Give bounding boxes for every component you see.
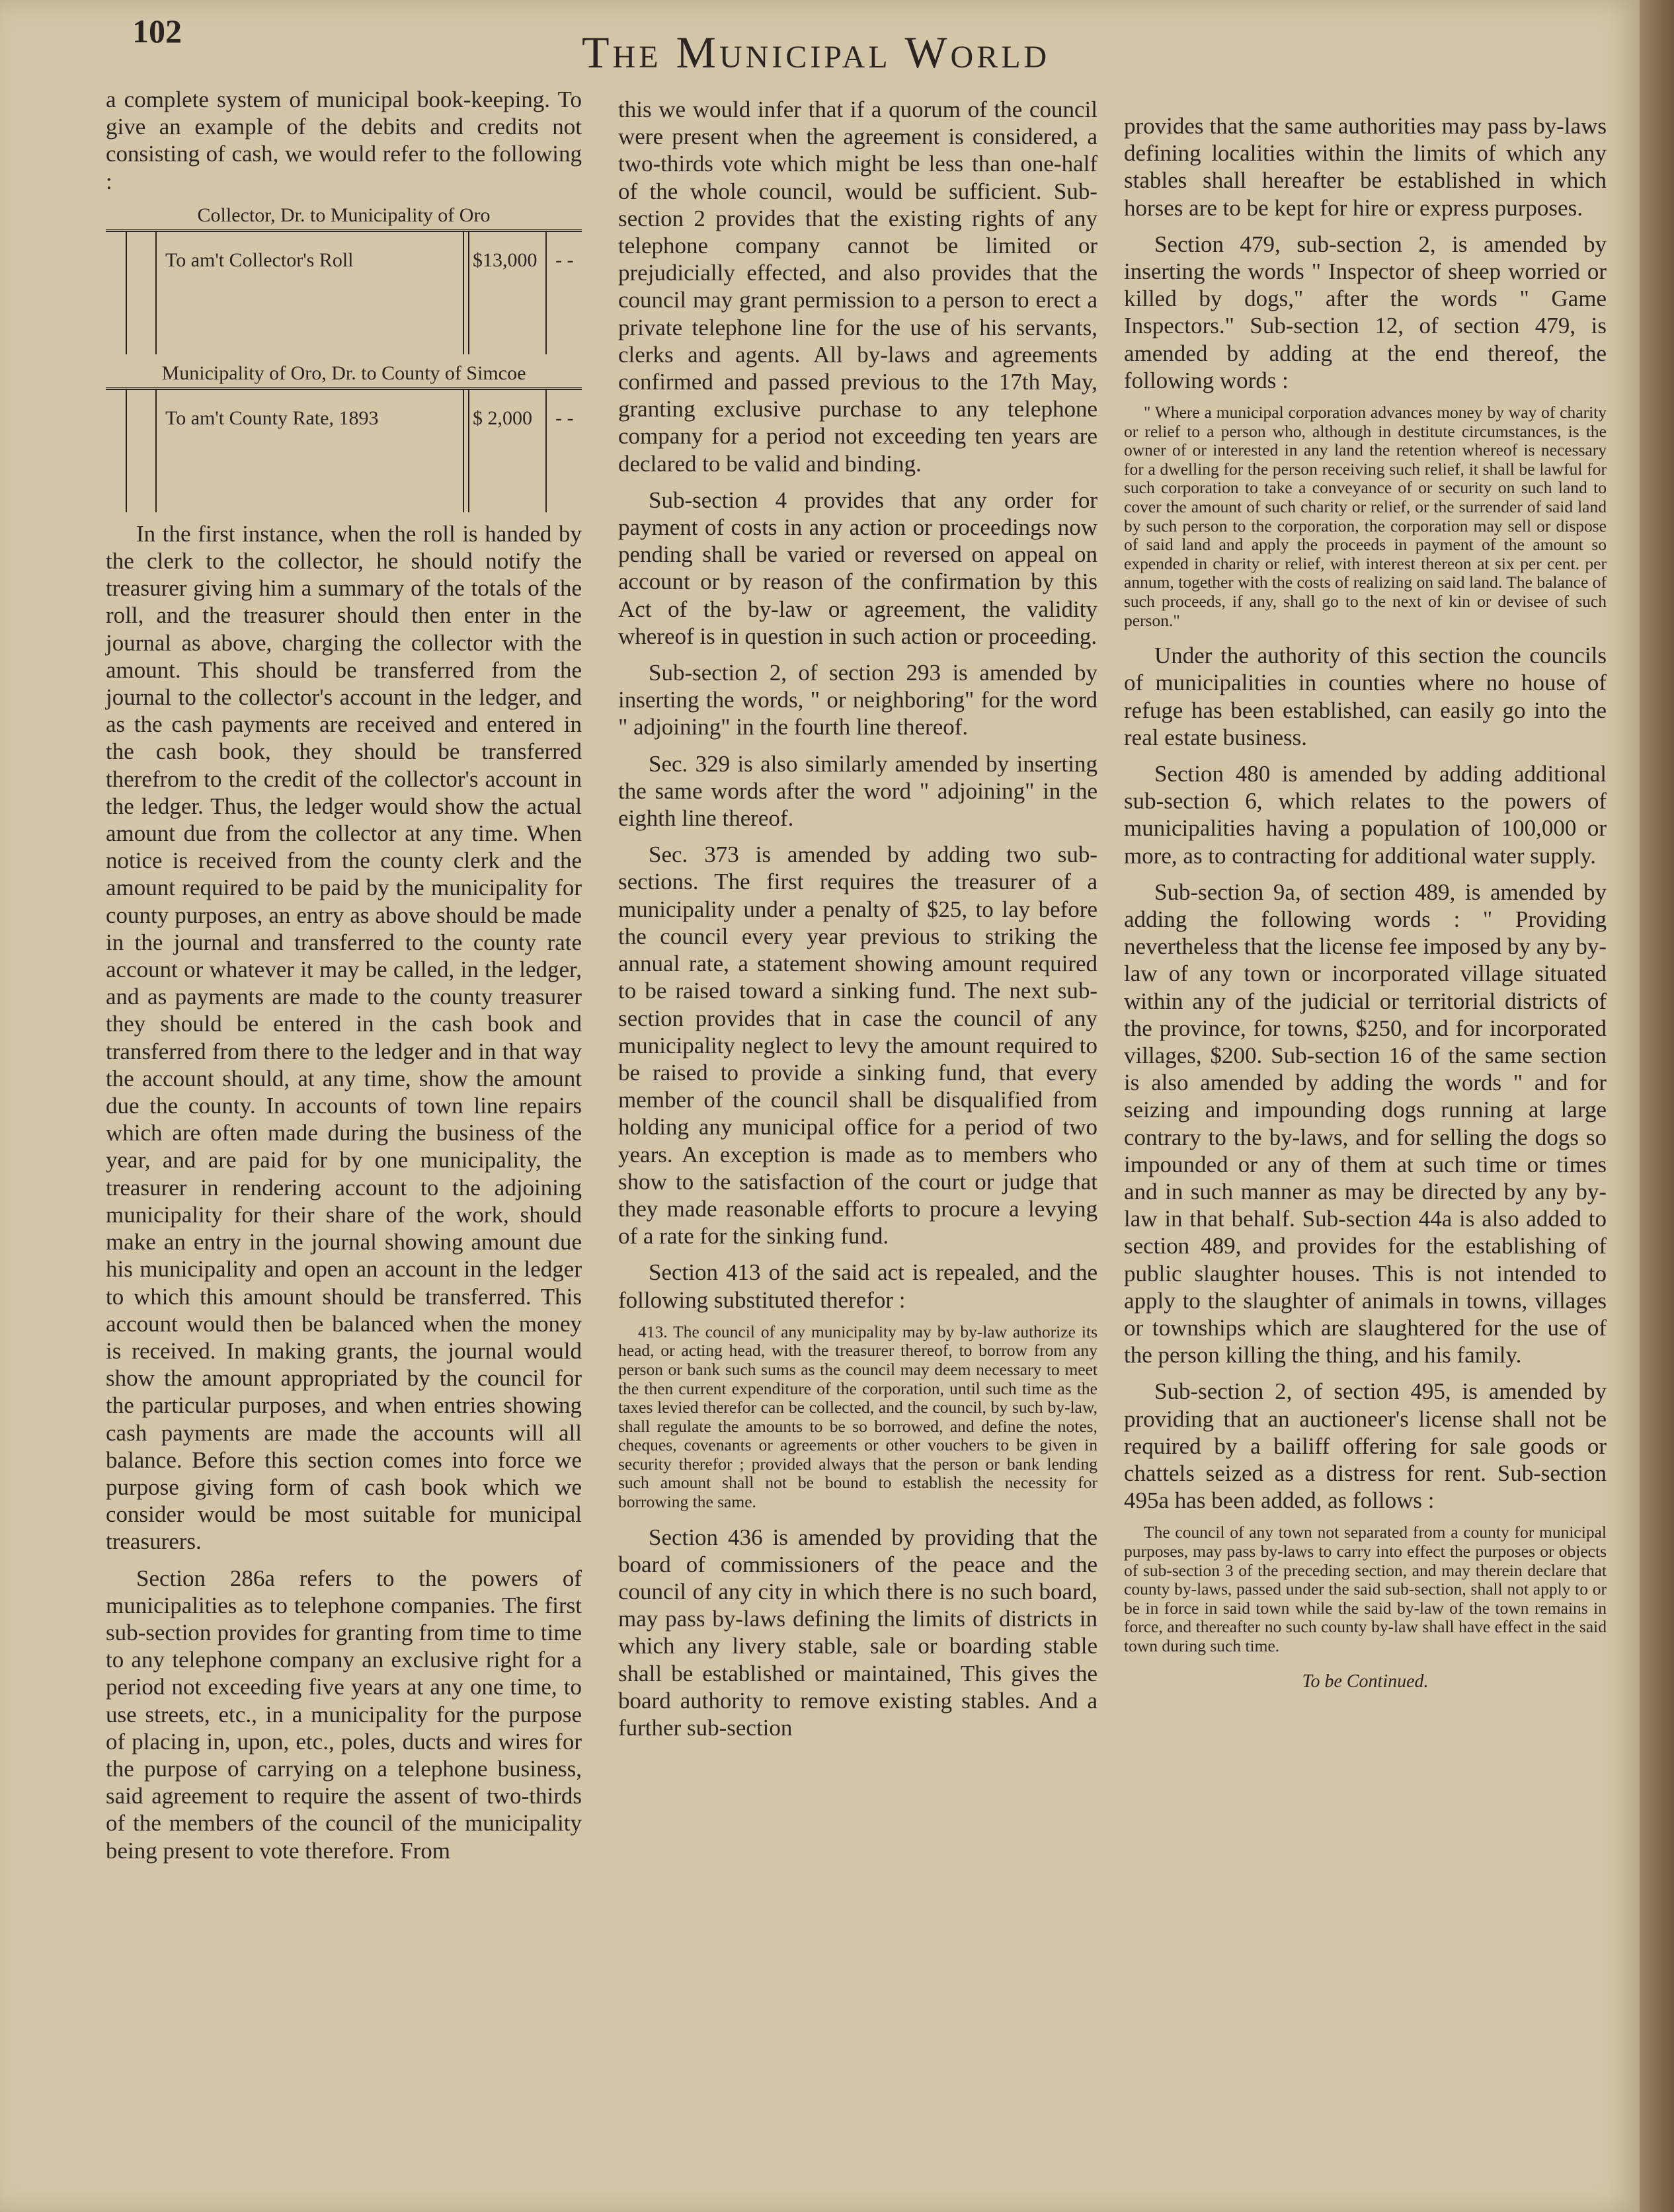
page-edge bbox=[1640, 0, 1674, 2212]
ledger-rule bbox=[155, 390, 157, 512]
ledger-rule bbox=[126, 232, 127, 354]
column-2 bbox=[618, 96, 1097, 1751]
ledger-rule bbox=[126, 390, 127, 512]
ledger-rule bbox=[545, 390, 547, 512]
ledger-amount: $ 2,000 bbox=[473, 407, 532, 429]
column-1 bbox=[106, 86, 582, 1874]
paragraph: Section 479, sub-section 2, is amended by inserting the words " Inspector of sheep worried or killed by dogs," after the words " Game Inspectors." Sub-section 12, of section 479, is amended by adding at the end thereof, the following words : bbox=[1124, 231, 1607, 393]
quoted-statute: " Where a municipal corporation advances money by way of charity or relief to a person who, although in destitute circumstances, is the owner of or interested in any land the retention whereof is necessary for a dwelling for the person receiving such relief, it shall be lawful for such corporation to take a conveyance of or security on such land to cover the amount of such charity or relief, or the surrender of said land by such person to the corporation, the corporation may sell or dispose of said land and apply the proceeds in payment of the amount so expended in charity or relief, with interest thereon at six per cent. per annum, together with the costs of realizing on said land. The balance of such proceeds, if any, shall go to the next of kin or devisee of such person." bbox=[1124, 403, 1607, 630]
paragraph: Section 413 of the said act is repealed, and the following substituted therefor : bbox=[618, 1259, 1097, 1313]
ledger-entry-table bbox=[106, 389, 582, 512]
paragraph: a complete system of municipal book-keeping. To give an example of the debits and credits not consisting of cash, we would refer to the following : bbox=[106, 87, 582, 194]
ledger-amount: $13,000 bbox=[473, 249, 538, 271]
paragraph: Sub-section 4 provides that any order for payment of costs in any action or proceedings now pending shall be varied or reversed on appeal on account or by reason of the confirmation by this Act of the by-law or agreement, the validity whereof is in question in such action or proceeding. bbox=[618, 487, 1097, 649]
paragraph: In the first instance, when the roll is handed by the clerk to the collector, he should notify the treasurer giving him a summary of the totals of the roll, and the treasurer should then enter in the journal as above, charging the collector with the amount. This should be transferred from the journal to the collector's account in the ledger, and as the cash payments are received and entered in the cash book, they should be transferred therefrom to the credit of the collector's account in the ledger. Thus, the ledger would show the actual amount due from the collector at any time. When notice is received from the county clerk and the amount required to be paid by the municipality for county purposes, an entry as above should be made in the journal and transferred to the county rate account or whatever it may be called, in the ledger, and as payments are made to the county treasurer they should be entered in the cash book and transferred from there to the ledger and in that way the account should, at any time, show the amount due the county. In accounts of town line repairs which are often made during the business of the year, and are paid for by one municipality, the treasurer in rendering account to the adjoining municipality for their share of the work, should make an entry in the journal showing amount due his municipality and open an account in the ledger to which this amount should be transferred. This account would then be balanced when the money is received. In making grants, the journal would show the amount appropriated by the council for the particular purposes, and when entries showing cash payments are made the accounts will all balance. Before this section comes into force we purpose giving form of cash book which we consider would be most suitable for municipal treasurers. bbox=[106, 520, 582, 1555]
ledger-rule bbox=[545, 232, 547, 354]
paragraph: this we would infer that if a quorum of the council were present when the agreement is considered, a two-thirds vote which might be less than one-half of the whole council, would be sufficient. Sub-section 2 provides that the existing rights of any telephone company cannot be limited or prejudicially effected, and also provides that the council may grant permission to a person to erect a private telephone line for the use of his servants, clerks and agents. All by-laws and agreements confirmed and passed previous to the 17th May, granting exclusive purchase to any telephone company for a period not exceeding ten years are declared to be valid and binding. bbox=[618, 97, 1097, 477]
ledger-entry-table bbox=[106, 231, 582, 354]
ledger-cents: - - bbox=[555, 249, 574, 271]
paragraph: provides that the same authorities may pass by-laws defining localities within the limits of which any stables shall hereafter be established in which horses are to be kept for hire or express purposes. bbox=[1124, 113, 1607, 221]
paragraph: Sec. 373 is amended by adding two sub-sections. The first requires the treasurer of a municipality under a penalty of $25, to lay before the council every year previous to striking the annual rate, a statement showing amount required to be raised toward a sinking fund. The next sub-section provides that in case the council of any municipality neglect to levy the amount required to be raised to provide a sinking fund, that every member of the council shall be disqualified from holding any municipal office for a period of two years. An exception is made as to members who show to the satisfaction of the court or judge that they made reasonable efforts to procure a levying of a rate for the sinking fund. bbox=[618, 842, 1097, 1249]
paragraph: Under the authority of this section the councils of municipalities in counties where no house of refuge has been established, can easily go into the real estate business. bbox=[1124, 643, 1607, 750]
paragraph: Section 480 is amended by adding additional sub-section 6, which relates to the powers of municipalities having a population of 100,000 or more, as to contracting for additional water supply. bbox=[1124, 760, 1607, 869]
ledger-rule bbox=[155, 232, 157, 354]
paragraph: Sub-section 2, of section 495, is amended by providing that an auctioneer's license shall not be required by a bailiff offering for sale goods or chattels seized as a distress for rent. Sub-section 495a has been added, as follows : bbox=[1124, 1378, 1607, 1514]
quoted-statute: 413. The council of any municipality may by by-law authorize its head, or acting head, with the treasurer thereof, to borrow from any person or bank such sums as the council may deem necessary to meet the then current expenditure of the corporation, until such time as the taxes levied therefor can be collected, and the council, by such by-law, shall regulate the amounts to be so borrowed, and define the notes, cheques, covenants or agreements or other vouchers to be given in security therefor ; provided always that the person or bank lending such amount shall not be bound to establish the necessity for borrowing the same. bbox=[618, 1322, 1097, 1512]
ledger-caption: Collector, Dr. to Municipality of Oro bbox=[106, 204, 582, 231]
paragraph: Sec. 329 is also similarly amended by inserting the same words after the word " adjoining" in the eighth line thereof. bbox=[618, 750, 1097, 832]
ledger-entry-text: To am't County Rate, 1893 bbox=[165, 407, 379, 429]
quoted-statute: The council of any town not separated from a county for municipal purposes, may pass by-laws to carry into effect the purposes or objects of sub-section 3 of the preceding section, and may therein declare that county by-laws, passed under the said sub-section, shall not apply to or be in force in said town while the said by-law of the town remains in force, and thereafter no such county by-law shall have effect in the said town during such time. bbox=[1124, 1522, 1607, 1656]
ledger-rule bbox=[468, 232, 469, 354]
paragraph: Sub-section 2, of section 293 is amended by inserting the words, " or neighboring" for the word " adjoining" in the fourth line thereof. bbox=[618, 660, 1097, 740]
paragraph: Sub-section 9a, of section 489, is amended by adding the following words : " Providing nevertheless that the license fee imposed by any by-law of any town or incorporated village situated within any of the judicial or territorial districts of the province, for towns, $250, and for incorporated villages, $200. Sub-section 16 of the same section is also amended by adding the words " and for seizing and impounding dogs running at large contrary to the by-laws, and for selling the dogs so impounded or any of them at such time or times and in such manner as may be directed by any by-law in that behalf. Sub-section 44a is also added to section 489, and provides for the establishing of public slaughter houses. This is not intended to apply to the slaughter of animals in towns, villages or townships which are slaughtered for the use of the person killing the thing, and his family. bbox=[1124, 879, 1607, 1368]
paragraph: Section 286a refers to the powers of municipalities as to telephone companies. The first sub-section provides for granting from time to time to any telephone company an exclusive right for a period not exceeding five years at any one time, to use streets, etc., in a municipality for the purpose of placing in, upon, etc., poles, ducts and wires for the purpose of carrying on a telephone business, said agreement to require the assent of two-thirds of the members of the council of the municipality being present to vote therefore. From bbox=[106, 1565, 582, 1864]
ledger-rule bbox=[468, 390, 469, 512]
ledger-rule bbox=[463, 390, 464, 512]
ledger-rule bbox=[463, 232, 464, 354]
page-number: 102 bbox=[132, 13, 182, 50]
masthead-title: The Municipal World bbox=[582, 27, 1051, 77]
continued-note: To be Continued. bbox=[1302, 1671, 1429, 1692]
paragraph: Section 436 is amended by providing that the board of commissioners of the peace and the council of any city in which there is no such board, may pass by-laws defining the limits of districts in which any livery stable, sale or boarding stable shall be established or maintained, This gives the board authority to remove existing stables. And a further sub-section bbox=[618, 1524, 1097, 1741]
column-3 bbox=[1124, 112, 1607, 1704]
ledger-entry-text: To am't Collector's Roll bbox=[165, 249, 354, 271]
ledger-caption: Municipality of Oro, Dr. to County of Simcoe bbox=[106, 362, 582, 389]
ledger-cents: - - bbox=[555, 407, 574, 429]
